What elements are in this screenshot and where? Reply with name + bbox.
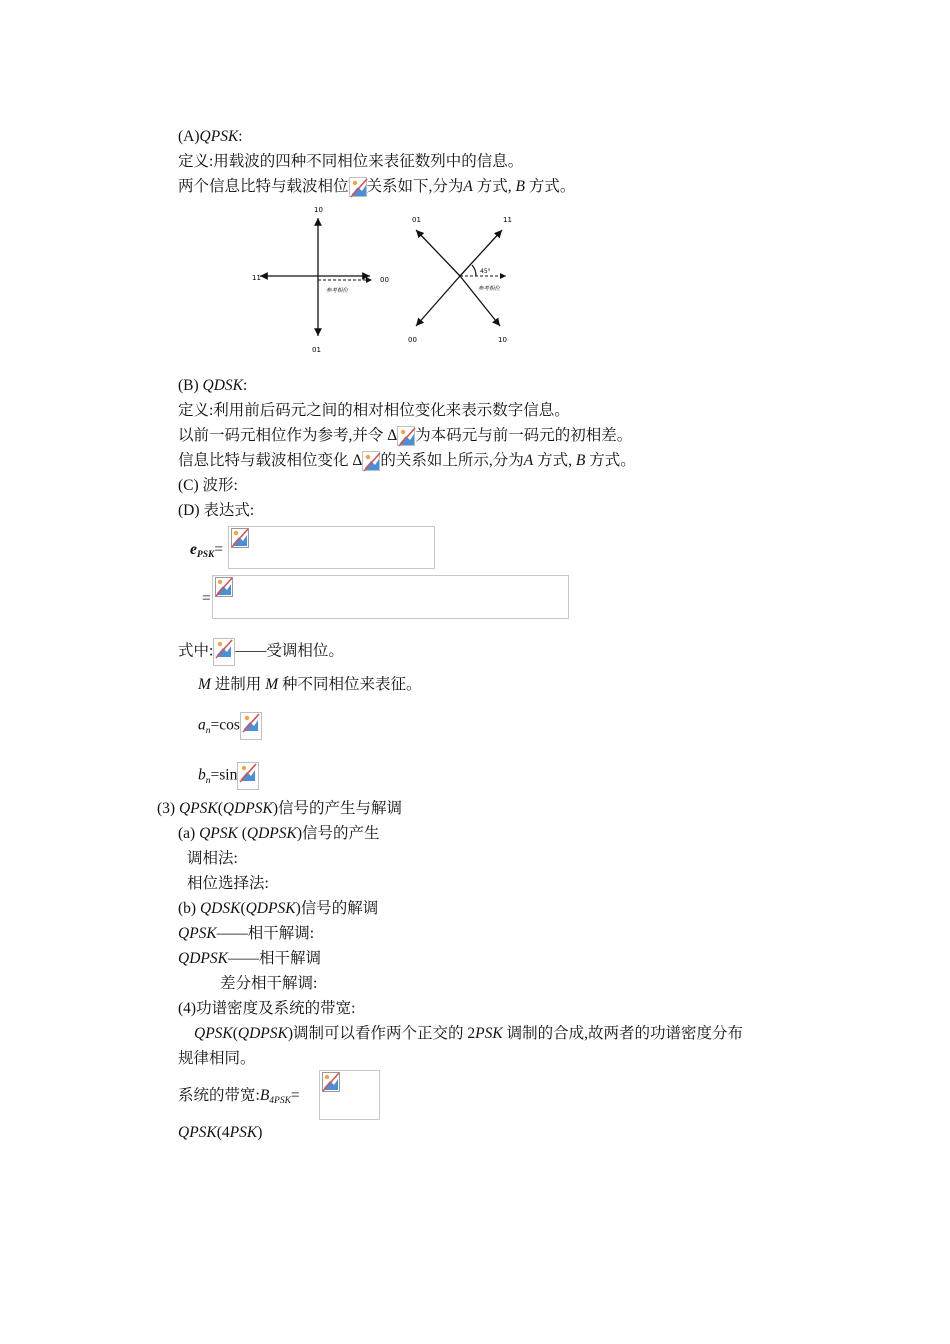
broken-image-icon (230, 528, 250, 548)
broken-image-icon (349, 177, 367, 197)
broken-image-icon (362, 451, 380, 471)
right-tr-label: 11 (503, 216, 512, 224)
left-ref-label: 参考相位 (326, 288, 349, 294)
broken-image-icon (237, 762, 259, 790)
section-b-relation: 信息比特与载波相位变化 Δ 的关系如上所示,分为A 方式, B 方式。 (178, 451, 636, 471)
broken-image-icon (240, 712, 262, 740)
broken-image-icon (213, 638, 235, 666)
phase-selection-method: 相位选择法: (187, 875, 269, 892)
section-4-title: (4)功谱密度及系统的带宽: (178, 1000, 356, 1017)
section-b-reference: 以前一码元相位作为参考,并令 Δ 为本码元与前一码元的初相差。 (178, 426, 632, 446)
section-d-title: (D) 表达式: (178, 502, 255, 519)
phase-constellation-diagram (230, 200, 550, 360)
right-br-label: 10 (498, 336, 507, 344)
section-4-paragraph-line2: 规律相同。 (178, 1050, 256, 1067)
broken-image-icon (214, 577, 234, 597)
section-b-definition: 定义:利用前后码元之间的相对相位变化来表示数字信息。 (178, 402, 570, 419)
section-a-title: (A)QPSK: (178, 128, 243, 145)
section-3-title: (3) QPSK(QDPSK)信号的产生与解调 (157, 800, 402, 817)
qdpsk-demod: QDPSK——相干解调 (178, 950, 321, 967)
right-bl-label: 00 (408, 336, 417, 344)
m-ary-line: M 进制用 M 种不同相位来表征。 (198, 676, 422, 693)
equals-sign: = (202, 590, 211, 607)
differential-demod: 差分相干解调: (220, 975, 318, 992)
broken-image-icon (397, 426, 415, 446)
e-psk-label: ePSK= (190, 541, 224, 560)
section-3b: (b) QDSK(QDPSK)信号的解调 (178, 900, 379, 917)
left-top-label: 10 (314, 206, 323, 214)
bandwidth-label: 系统的带宽:B4PSK= (178, 1087, 300, 1106)
left-right-label: 00 (380, 276, 389, 284)
formula-image-2 (212, 575, 569, 619)
section-a-definition: 定义:用载波的四种不同相位来表征数列中的信息。 (178, 153, 524, 170)
section-a-relation: 两个信息比特与载波相位 关系如下,分为A 方式, B 方式。 (178, 177, 575, 197)
formula-image-1 (228, 526, 435, 569)
right-angle-label: 45° (480, 268, 491, 275)
section-3a: (a) QPSK (QDPSK)信号的产生 (178, 825, 380, 842)
right-tl-label: 01 (412, 216, 421, 224)
qpsk-demod: QPSK——相干解调: (178, 925, 315, 942)
qpsk-4psk-line: QPSK(4PSK) (178, 1124, 263, 1141)
bandwidth-formula-image (319, 1070, 380, 1120)
modulation-method: 调相法: (187, 850, 238, 867)
right-ref-label: 参考相位 (478, 286, 501, 292)
section-4-paragraph: QPSK(QDPSK)调制可以看作两个正交的 2PSK 调制的合成,故两者的功谱密度分布 (194, 1025, 743, 1042)
left-left-label: 11 (252, 274, 261, 282)
left-bottom-label: 01 (312, 346, 321, 354)
section-c-title: (C) 波形: (178, 477, 238, 494)
section-b-title: (B) QDSK: (178, 377, 248, 394)
where-line: 式中: ——受调相位。 (178, 638, 344, 666)
an-line: an=cos (198, 712, 262, 740)
broken-image-icon (321, 1072, 341, 1092)
bn-line: bn=sin (198, 762, 259, 790)
